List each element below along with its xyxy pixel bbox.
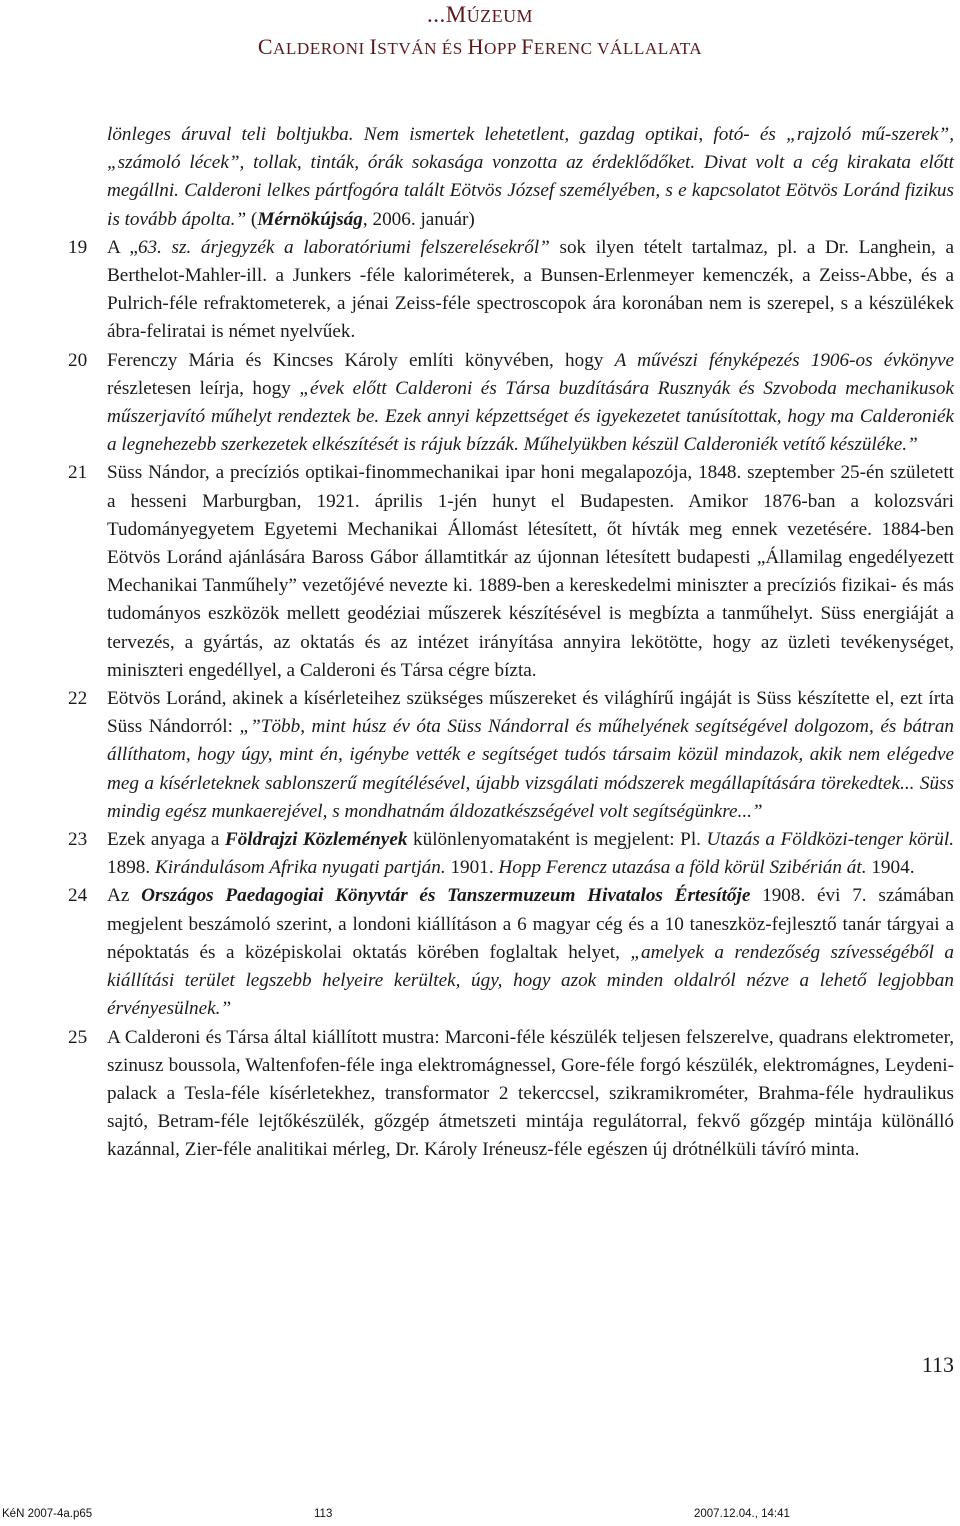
- source-title: Mérnökújság: [257, 208, 363, 230]
- footnote-19: [68, 234, 954, 347]
- header-small: ERENC VÁLLALATA: [533, 39, 703, 58]
- page-number: 113: [921, 1352, 954, 1377]
- footnote-25: [68, 1024, 954, 1165]
- footnote-23: [68, 826, 954, 882]
- footnote-number: 20: [68, 349, 88, 371]
- footnote-continuation: [68, 121, 954, 234]
- text-run: Ezek anyaga a: [107, 829, 225, 851]
- text-run: részletesen leírja, hogy: [107, 377, 300, 399]
- text-run: 1901.: [445, 857, 499, 879]
- text-run: (: [246, 208, 258, 230]
- header-rest: ÚZEUM: [466, 6, 533, 26]
- footnote-number: 22: [68, 688, 88, 710]
- publication-title: Földrajzi Közlemények: [224, 829, 408, 851]
- text-run: A „: [107, 236, 138, 258]
- text-run: 1904.: [866, 857, 915, 879]
- footnote-number: 21: [68, 462, 88, 484]
- quote-text: „évek előtt Calderoni és Társa buzdítására Rusznyák és Szvoboda mechanikusok műszerjavító műhelyt rendeztek be. Ezek annyi képzettséget és igyekezetet tanúsítottak, hogy ma Calderoniék a legnehezebb szerkezetek elkészítését is rájuk bízzák. Műhelyükben készül Calderoniék vetítő készüléke.”: [107, 377, 954, 456]
- footer-page: 113: [314, 1508, 333, 1520]
- header-small: ALDERONI: [273, 39, 370, 58]
- quote-text: „amelyek a rendezőség szívességéből a kiállítási terület legszebb helyeire kerültek, úgy, hogy azok minden oldalról nézve a lehető legjobban érvényesülnek.”: [107, 941, 954, 1020]
- footnote-21: [68, 459, 954, 685]
- text-run: Ferenczy Mária és Kincses Károly említi könyvében, hogy: [107, 349, 615, 371]
- quote-text: „”Több, mint húsz év óta Süss Nándorral és műhelyének segítségével dolgozom, és bátran állíthatom, hogy úgy, mint én, igénybe vették e segítséget tudós társaim közül mindazok, akik nem elégedve meg a kísérleteknek sablonszerű megítélésével, újabb vizsgálati módszerek megállapítására törekedtek... Süss mindig egész munkaerejével, s mondhatnám áldozatkészségével volt segítségünkre...”: [107, 716, 955, 822]
- text-run: 1908. évi 7. számában megjelent beszámoló szerint, a londoni kiállításon a 6 magyar cég és a 10 taneszköz-fejlesztő tanár tárgyai a népoktatás és a középiskolai oktatás körében foglaltak helyet,: [107, 885, 954, 963]
- text-run: A Calderoni és Társa által kiállított mustra: Marconi-féle készülék teljesen felszerelve, quadrans elektrometer, szinusz boussola, Waltenfofen-féle inga elektromágnessel, Gore-féle forgó készülék, elektromágnes, Leydeni-palack a Tesla-féle kísérletekhez, transformator 2 tekerccsel, szikramikrométer, Brahma-féle hydraulikus sajtó, Betram-féle lejtőkészülék, gőzgép átmetszeti mintája regulátorral, fekvő gőzgép mintája különálló kazánnal, Zier-féle analitikai mérleg, Dr. Károly Iréneusz-féle egészen új drótnélküli távíró minta.: [107, 1026, 954, 1161]
- text-run: Az: [107, 885, 142, 907]
- footer-datetime: 2007.12.04., 14:41: [694, 1508, 790, 1520]
- header-cap: I: [369, 34, 378, 59]
- footnote-number: 25: [68, 1026, 88, 1048]
- publication-title: Országos Paedagogiai Könyvtár és Tanszermuzeum Hivatalos Értesítője: [141, 885, 751, 907]
- header-cap: F: [521, 34, 534, 59]
- book-title: Utazás a Földközi-tenger körül.: [706, 829, 954, 851]
- text-run: Eötvös Loránd, akinek a kísérleteihez szükséges műszereket és világhírű ingáját is Süss készítette el, ezt írta Süss Nándorról:: [107, 688, 954, 738]
- text-run: különlenyomataként is megjelent: Pl.: [407, 829, 707, 851]
- footer-filename: KéN 2007-4a.p65: [2, 1508, 93, 1520]
- text-run: sok ilyen tételt tartalmaz, pl. a Dr. Langhein, a Berthelot-Mahler-ill. a Junkers -féle kaloriméterek, a Bunsen-Erlenmeyer kemenczék, a Zeiss-Abbe, és a Pulrich-féle refraktometerek, a jénai Zeiss-féle spectroscopok ára koronában nem is szerepel, s a készülékek ábra-feliratai is német nyelvűek.: [107, 236, 954, 343]
- footnote-22: [68, 685, 954, 826]
- footnote-number: 19: [68, 236, 88, 258]
- running-header-company: [0, 34, 960, 60]
- footnote-number: 24: [68, 885, 88, 907]
- footnote-24: [68, 882, 954, 1023]
- quote-text: lönleges áruval teli boltjukba. Nem ismertek lehetetlent, gazdag optikai, fotó- és „rajzoló mű-szerek”, „számoló lécek”, tollak, tinták, órák sokasága vonzotta az érdeklődőket. Divat volt a cég kirakata előtt megállni. Calderoni lelkes pártfogóra talált Eötvös József személyében, s e kapcsolatot Eötvös Loránd fizikus is tovább ápolta.”: [107, 124, 954, 230]
- header-prefix: ...M: [427, 2, 467, 27]
- book-title: Kirándulásom Afrika nyugati partján.: [154, 857, 446, 879]
- header-cap: H: [467, 34, 484, 59]
- text-run: 1898.: [107, 857, 155, 879]
- quote-text: 63. sz. árjegyzék a laboratóriumi felszerelésekről”: [137, 236, 550, 258]
- book-title: A művészi fényképezés 1906-os évkönyve: [614, 349, 954, 371]
- footnotes-block: [68, 121, 954, 1165]
- footnote-20: [68, 347, 954, 460]
- header-small: STVÁN ÉS: [377, 39, 468, 58]
- book-title: Hopp Ferencz utazása a föld körül Szibérián át.: [498, 857, 867, 879]
- header-cap: C: [257, 34, 273, 59]
- text-run: Süss Nándor, a precíziós optikai-finommechanikai ipar honi megalapozója, 1848. szeptember 25-én született a hesseni Marburgban, 1921. április 1-jén hunyt el Budapesten. Amikor 1876-ban a kolozsvári Tudományegyetem Egyetemi Mechanikai Állomást létesített, őt hívták meg ennek vezetésére. 1884-ben Eötvös Loránd ajánlására Baross Gábor államtitkár az újonnan létesített budapesti „Államilag engedélyezett Mechanikai Tanműhely” vezetőjévé nevezte ki. 1889-ben a kereskedelmi miniszter a precíziós fizikai- és más tudományos eszközök mellett geodéziai műszerek készítésével is megbízta a tanműhelyt. Süss energiáját a tervezés, a gyártás, az oktatás és az intézet irányítása annyira lekötötte, hogy az üzleti tevékenységet, miniszteri engedéllyel, a Calderoni és Társa cégre bízta.: [107, 462, 954, 681]
- header-small: OPP: [483, 39, 522, 58]
- text-run: , 2006. január): [362, 208, 475, 230]
- footnote-number: 23: [68, 829, 88, 851]
- running-header-museum: [0, 2, 960, 28]
